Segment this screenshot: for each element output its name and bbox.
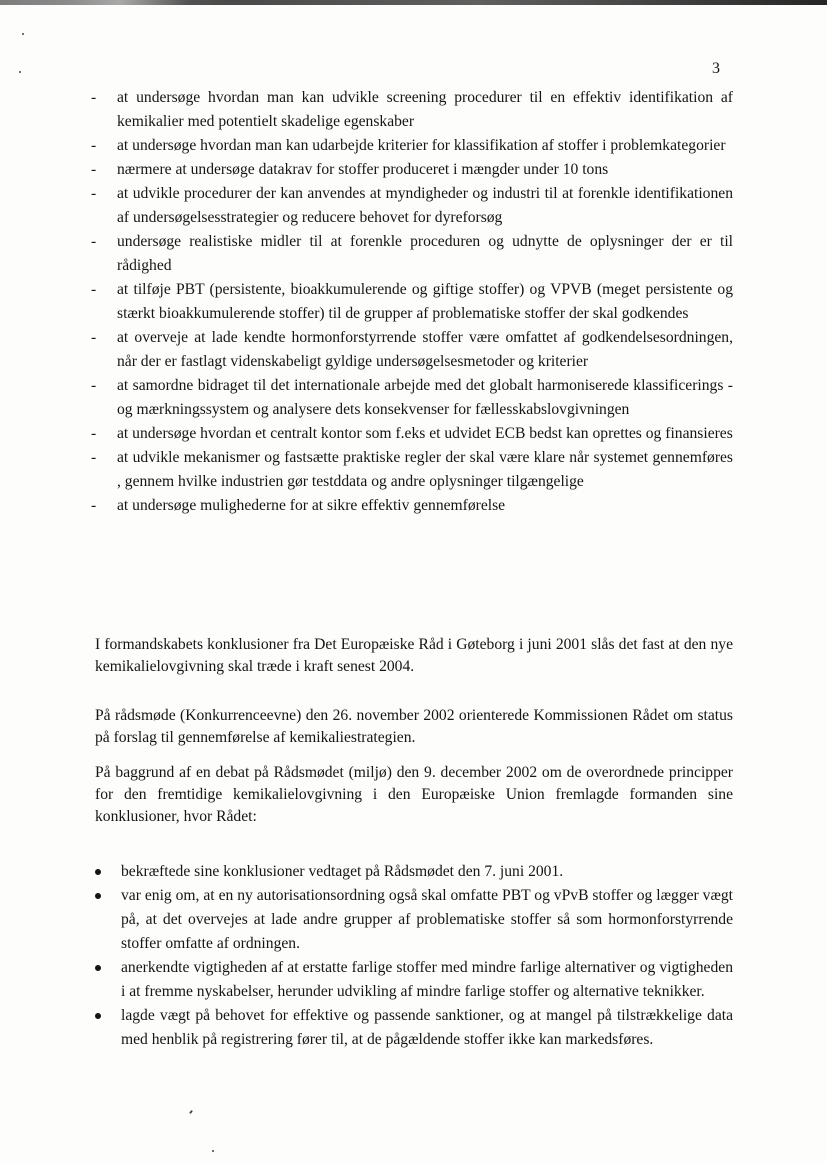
list-item [95, 956, 733, 1004]
page-number: 3 [712, 60, 720, 77]
bullet-icon [95, 965, 101, 971]
list-item [91, 230, 733, 278]
dash-marker: - [91, 233, 97, 250]
list-item [91, 86, 733, 134]
dash-marker: - [91, 329, 97, 346]
scan-speck [19, 71, 21, 73]
dash-marker: - [91, 161, 97, 178]
list-item-text: at undersøge hvordan et centralt kontor som f.eks et udvidet ECB bedst kan oprettes og finansieres [117, 425, 733, 442]
bullet-list [95, 860, 733, 1052]
dash-marker: - [91, 89, 97, 106]
list-item [95, 860, 733, 884]
list-item-text: at overveje at lade kendte hormonforstyrrende stoffer være omfattet af godkendelsesordningen, når der er fastlagt videnskabeligt gyldige undersøgelsesmetoder og kriterier [117, 329, 733, 370]
list-item-text: at udvikle procedurer der kan anvendes at myndigheder og industri til at forenkle identifikationen af undersøgelsesstrategier og reducere behovet for dyreforsøg [117, 185, 733, 226]
list-item [91, 158, 733, 182]
dash-marker: - [91, 377, 97, 394]
dash-marker: - [91, 281, 97, 298]
list-item-text: anerkendte vigtigheden af at erstatte farlige stoffer med mindre farlige alternativer og vigtigheden i at fremme nyskabelser, herunder udvikling af mindre farlige stoffer og alternative teknikker. [121, 959, 733, 1000]
list-item [95, 1004, 733, 1052]
dash-list [91, 86, 733, 518]
list-item [91, 134, 733, 158]
list-item [91, 326, 733, 374]
scan-speck [212, 1150, 214, 1152]
list-item [91, 278, 733, 326]
list-item-text: lagde vægt på behovet for effektive og passende sanktioner, og at mangel på tilstrækkelige data med henblik på registrering fører til, at de pågældende stoffer ikke kan markedsføres. [121, 1007, 733, 1048]
bullet-icon [95, 893, 101, 899]
list-item-text: nærmere at undersøge datakrav for stoffer produceret i mængder under 10 tons [117, 161, 609, 178]
list-item-text: at samordne bidraget til det internationale arbejde med det globalt harmoniserede klassificerings - og mærkningssystem og analysere dets konsekvenser for fællesskabslovgivningen [117, 377, 733, 418]
list-item [91, 422, 733, 446]
scan-speck [22, 33, 24, 35]
list-item [91, 182, 733, 230]
list-item [91, 374, 733, 422]
dash-marker: - [91, 185, 97, 202]
dash-marker: - [91, 497, 97, 514]
list-item-text: at undersøge mulighederne for at sikre effektiv gennemførelse [117, 497, 506, 514]
list-item [95, 884, 733, 956]
list-item-text: var enig om, at en ny autorisationsordning også skal omfatte PBT og vPvB stoffer og lægger vægt på, at det overvejes at lade andre grupper af problematiske stoffer så som hormonforstyrrende stoffer omfatte af ordningen. [121, 887, 733, 952]
paragraph-goteborg: I formandskabets konklusioner fra Det Europæiske Råd i Gøteborg i juni 2001 slås det fast at den nye kemikalielovgivning skal træde i kraft senest 2004. [95, 636, 733, 675]
scan-edge [0, 0, 827, 5]
paragraph-radsmode-konkurrenceevne: På rådsmøde (Konkurrenceevne) den 26. november 2002 orienterede Kommissionen Rådet om status på forslag til gennemførelse af kemikaliestrategien. [95, 707, 733, 746]
list-item-text: undersøge realistiske midler til at forenkle proceduren og udnytte de oplysninger der er til rådighed [117, 233, 733, 274]
paragraph-radsmode-miljo: På baggrund af en debat på Rådsmødet (miljø) den 9. december 2002 om de overordnede principper for den fremtidige kemikalielovgivning i den Europæiske Union fremlagde formanden sine konklusioner, hvor Rådet: [95, 764, 733, 825]
list-item-text: at undersøge hvordan man kan udvikle screening procedurer til en effektiv identifikation af kemikalier med potentielt skadelige egenskaber [117, 89, 733, 130]
bullet-icon [95, 869, 101, 875]
bullet-icon [95, 1013, 101, 1019]
list-item-text: at udvikle mekanismer og fastsætte praktiske regler der skal være klare når systemet gennemføres , gennem hvilke industrien gør testddata og andre oplysninger tilgængelige [117, 449, 733, 490]
list-item [91, 494, 733, 518]
dash-marker: - [91, 449, 97, 466]
dash-marker: - [91, 137, 97, 154]
dash-marker: - [91, 425, 97, 442]
list-item-text: bekræftede sine konklusioner vedtaget på Rådsmødet den 7. juni 2001. [121, 863, 564, 880]
list-item-text: at tilføje PBT (persistente, bioakkumulerende og giftige stoffer) og VPVB (meget persistente og stærkt bioakkumulerende stoffer) til de grupper af problematiske stoffer der skal godkendes [117, 281, 733, 322]
list-item [91, 446, 733, 494]
scan-speck [189, 1110, 193, 1114]
list-item-text: at undersøge hvordan man kan udarbejde kriterier for klassifikation af stoffer i problemkategorier [117, 137, 726, 154]
